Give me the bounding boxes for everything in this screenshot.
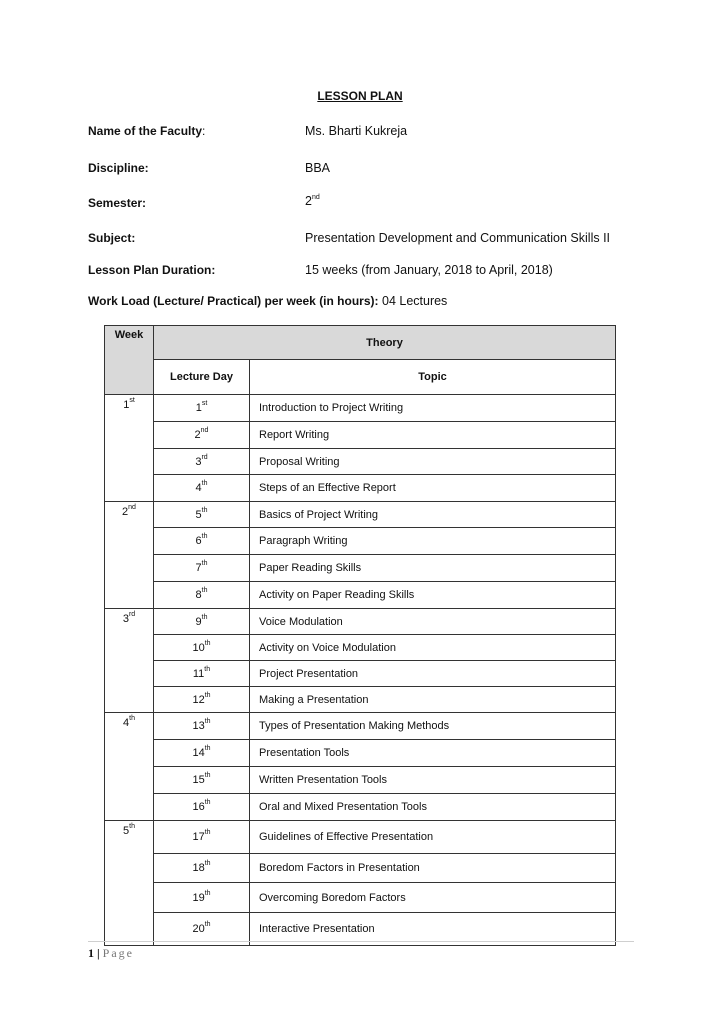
topic-cell: Overcoming Boredom Factors [250, 883, 616, 913]
lecture-day-suffix: rd [201, 453, 208, 461]
theory-header: Theory [154, 326, 616, 360]
lecture-day-suffix: th [201, 587, 208, 595]
table-row [105, 475, 616, 502]
lecture-day-number: 17 [192, 831, 205, 843]
duration-label: Lesson Plan Duration: [88, 263, 216, 277]
lecture-day-number: 8 [195, 589, 202, 601]
lecture-day-cell [154, 794, 250, 821]
topic-cell: Activity on Voice Modulation [250, 635, 616, 661]
lecture-day-cell [154, 502, 250, 528]
table-row [105, 854, 616, 883]
lecture-day-suffix: th [201, 613, 208, 621]
footer-divider [88, 941, 634, 942]
subject-value: Presentation Development and Communication Skills II [305, 231, 611, 245]
lecture-day-number: 16 [192, 801, 205, 813]
table-row [105, 555, 616, 582]
week-number: 3 [122, 613, 129, 625]
lecture-day-number: 4 [195, 482, 202, 494]
topic-cell: Guidelines of Effective Presentation [250, 821, 616, 854]
lecture-day-cell [154, 635, 250, 661]
semester-label: Semester: [88, 196, 147, 210]
lecture-day-number: 15 [192, 774, 205, 786]
lecture-day-number: 7 [195, 562, 202, 574]
lecture-day-cell [154, 449, 250, 475]
table-row [105, 449, 616, 475]
topic-cell: Oral and Mixed Presentation Tools [250, 794, 616, 821]
lecture-day-cell [154, 661, 250, 687]
lecture-day-suffix: th [204, 829, 211, 837]
week-cell [105, 821, 154, 946]
lecture-day-number: 3 [195, 455, 202, 468]
week-number: 4 [123, 717, 130, 729]
topic-cell: Proposal Writing [250, 449, 616, 475]
lecture-day-number: 1 [195, 402, 202, 414]
lecture-day-cell [154, 687, 250, 713]
topic-cell: Making a Presentation [250, 687, 616, 713]
topic-cell: Paper Reading Skills [250, 555, 616, 582]
topic-cell: Types of Presentation Making Methods [250, 713, 616, 740]
lecture-day-suffix: st [201, 400, 208, 408]
lecture-day-number: 18 [192, 862, 205, 874]
lecture-day-suffix: th [204, 639, 211, 647]
week-cell [105, 502, 154, 609]
lecture-day-suffix: th [204, 745, 211, 753]
lecture-day-number: 20 [192, 923, 205, 935]
lecture-day-suffix: th [204, 889, 211, 897]
table-row [105, 713, 616, 740]
week-suffix: nd [128, 504, 136, 512]
lecture-day-suffix: th [204, 772, 211, 780]
week-number: 5 [123, 825, 130, 837]
table-row [105, 740, 616, 767]
lecture-day-number: 13 [192, 720, 205, 732]
lecture-day-number: 6 [195, 535, 202, 547]
lecture-day-cell [154, 582, 250, 609]
workload-line: Work Load (Lecture/ Practical) per week (in hours): 04 Lectures [88, 294, 448, 308]
week-number: 2 [122, 506, 129, 518]
topic-cell: Interactive Presentation [250, 913, 616, 946]
table-row [105, 821, 616, 854]
subject-label: Subject: [88, 231, 136, 245]
discipline-label: Discipline: [88, 161, 149, 175]
lecture-day-number: 11 [192, 667, 205, 680]
table-row [105, 883, 616, 913]
week-cell [105, 713, 154, 821]
lecture-day-cell [154, 713, 250, 740]
lecture-day-cell [154, 767, 250, 794]
topic-cell: Project Presentation [250, 661, 616, 687]
lecture-day-number: 12 [192, 693, 205, 706]
week-number: 1 [123, 399, 130, 411]
topic-header: Topic [250, 360, 616, 395]
lecture-day-suffix: th [204, 691, 211, 699]
table-row [105, 794, 616, 821]
topic-cell: Steps of an Effective Report [250, 475, 616, 502]
table-row [105, 582, 616, 609]
faculty-label: Name of the Faculty: [88, 124, 206, 138]
lecture-day-number: 10 [192, 641, 205, 654]
lecture-day-cell [154, 883, 250, 913]
topic-cell: Paragraph Writing [250, 528, 616, 555]
topic-cell: Basics of Project Writing [250, 502, 616, 528]
lecture-day-suffix: th [201, 560, 208, 568]
lecture-day-suffix: th [204, 921, 211, 929]
topic-cell: Voice Modulation [250, 609, 616, 635]
topic-cell: Introduction to Project Writing [250, 395, 616, 422]
table-row [105, 609, 616, 635]
week-cell [105, 609, 154, 713]
lecture-day-cell [154, 555, 250, 582]
topic-cell: Report Writing [250, 422, 616, 449]
lecture-day-number: 19 [192, 891, 205, 904]
lecture-day-suffix: th [204, 799, 211, 807]
discipline-value: BBA [305, 161, 331, 175]
faculty-value: Ms. Bharti Kukreja [305, 124, 408, 138]
table-row [105, 767, 616, 794]
topic-cell: Activity on Paper Reading Skills [250, 582, 616, 609]
lecture-day-number: 2 [194, 429, 201, 441]
lecture-day-cell [154, 475, 250, 502]
table-row [105, 422, 616, 449]
lecture-day-cell [154, 528, 250, 555]
lecture-day-cell [154, 854, 250, 883]
table-row [105, 502, 616, 528]
week-suffix: rd [128, 611, 136, 619]
lecture-day-cell [154, 821, 250, 854]
week-suffix: th [129, 715, 135, 723]
lesson-plan-table [104, 325, 616, 946]
lecture-day-header: Lecture Day [154, 360, 250, 395]
lecture-day-suffix: th [204, 718, 211, 726]
week-suffix: st [129, 397, 135, 405]
duration-value: 15 weeks (from January, 2018 to April, 2018) [305, 263, 553, 277]
lecture-day-number: 14 [192, 747, 205, 759]
page-title: LESSON PLAN [317, 89, 403, 103]
table-row [105, 528, 616, 555]
topic-cell: Written Presentation Tools [250, 767, 616, 794]
table-row [105, 635, 616, 661]
table-row [105, 661, 616, 687]
table-row [105, 395, 616, 422]
lecture-day-suffix: th [204, 860, 211, 868]
lecture-day-number: 5 [195, 508, 202, 521]
table-row [105, 687, 616, 713]
lecture-day-number: 9 [195, 615, 202, 628]
lecture-day-cell [154, 609, 250, 635]
lecture-day-suffix: nd [200, 427, 209, 435]
lecture-day-suffix: th [201, 533, 208, 541]
lecture-day-cell [154, 740, 250, 767]
semester-value: 2nd [305, 193, 320, 208]
week-suffix: th [129, 823, 135, 831]
topic-cell: Boredom Factors in Presentation [250, 854, 616, 883]
page-footer: 1 | Page [88, 946, 134, 960]
topic-cell: Presentation Tools [250, 740, 616, 767]
lecture-day-suffix: th [201, 506, 208, 514]
lecture-day-cell [154, 422, 250, 449]
week-header: Week [105, 326, 154, 395]
lecture-day-suffix: th [204, 665, 211, 673]
lecture-day-suffix: th [201, 480, 208, 488]
lecture-day-cell [154, 395, 250, 422]
week-cell [105, 395, 154, 502]
